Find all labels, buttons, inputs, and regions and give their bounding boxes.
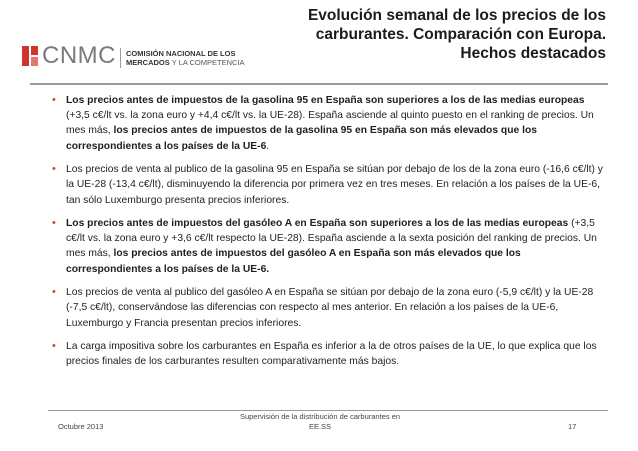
bullet-text: (+3,5 c€/lt vs. la zona euro y +3,6 c€/lt respecto la UE-28). España asciende a la sexta posición del ranking de precios. Un mes más, <box>66 218 597 260</box>
logo-divider <box>120 48 121 68</box>
bullet-dot-icon: • <box>52 286 56 299</box>
logo-subtitle-line2-rest: Y LA COMPETENCIA <box>169 58 245 67</box>
page-number: 17 <box>568 422 577 431</box>
bullet-item <box>52 339 608 369</box>
bullet-text: Los precios de venta al publico de la gasolina 95 en España se sitúan por debajo de los de la zona euro (-16,6 c€/lt) y la UE-28 (-13,4 c€/lt), disminuyendo la diferencia por primera vez en tres meses. En relación a los países de la UE-6, tan sólo Luxemburgo presenta precios inferiores. <box>66 164 603 206</box>
page-title <box>246 6 606 63</box>
bullet-item <box>52 285 608 331</box>
bullet-text: Los precios de venta al publico del gasóleo A en España se sitúan por debajo de la zona euro (-5,9 c€/lt) y la UE-28 (-7,5 c€/lt), conservándose las diferencias con respecto al mes anterior. En relación a los países de la UE-6, Luxemburgo y Francia presentan precios inferiores. <box>66 287 594 329</box>
bullet-text-bold: los precios antes de impuestos del gasóleo A en España son más elevados que los correspondientes a los países de la UE-6. <box>66 248 521 275</box>
logo-subtitle-line1: COMISIÓN NACIONAL DE LOS <box>126 49 236 58</box>
footer-date: Octubre 2013 <box>58 422 104 431</box>
footer-caption-line1: Supervisión de la distribución de carburantes en <box>239 412 401 421</box>
bullet-list <box>52 93 608 378</box>
bullet-text-bold: Los precios antes de impuestos de la gasolina 95 en España son superiores a los de las medias europeas <box>66 95 585 106</box>
title-line-2: carburantes. Comparación con Europa. <box>315 26 606 43</box>
bullet-item <box>52 216 608 277</box>
cnmc-logo-mark-icon <box>22 46 38 66</box>
bullet-dot-icon: • <box>52 217 56 230</box>
bullet-dot-icon: • <box>52 340 56 353</box>
footer-divider <box>48 410 608 411</box>
logo-subtitle <box>126 49 245 67</box>
logo-subtitle-line2-strong: MERCADOS <box>126 58 170 67</box>
bullet-text-bold: Los precios antes de impuestos del gasóleo A en España son superiores a los de las medias europeas <box>66 218 569 230</box>
footer-caption <box>220 412 420 431</box>
header-divider <box>30 83 608 85</box>
logo-subtitle-line2 <box>126 58 245 67</box>
footer-caption-line2: EE.SS <box>308 421 332 431</box>
bullet-dot-icon: • <box>52 163 56 176</box>
bullet-text: La carga impositiva sobre los carburantes en España es inferior a la de otros países de la UE, lo que explica que los precios finales de los carburantes resulten comparativamente más bajos. <box>66 341 597 368</box>
title-line-1: Evolución semanal de los precios de los <box>307 7 606 24</box>
bullet-item <box>52 162 608 208</box>
bullet-text-bold: los precios antes de impuestos de la gasolina 95 en España son más elevados que los correspondientes a los países de la UE-6 <box>66 125 537 152</box>
bullet-dot-icon: • <box>52 94 56 106</box>
logo-wordmark: CNMC <box>42 42 116 69</box>
title-line-3: Hechos destacados <box>460 45 606 62</box>
bullet-text: . <box>266 140 270 152</box>
bullet-text: (+3,5 c€/lt vs. la zona euro y +4,4 c€/lt vs. la UE-28). España asciende al quinto puesto en el ranking de precios. Un mes más, <box>66 110 594 137</box>
bullet-item <box>52 93 608 154</box>
cnmc-logo <box>22 44 262 72</box>
